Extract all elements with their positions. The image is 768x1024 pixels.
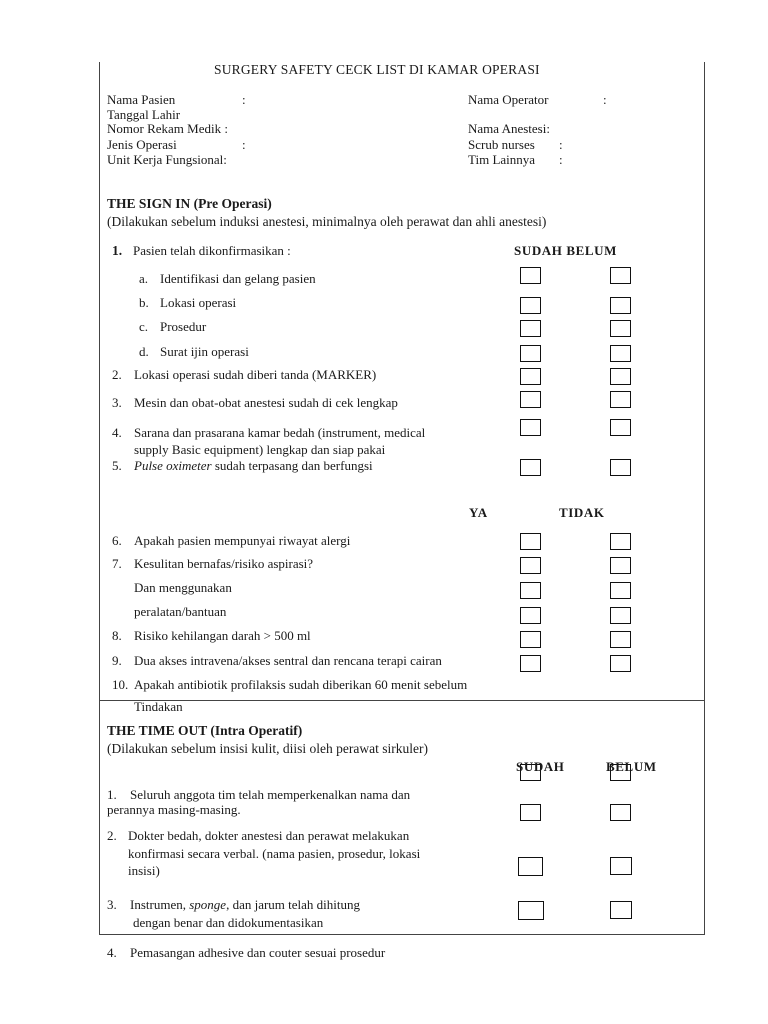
checkbox-item7-tidak[interactable] — [610, 557, 631, 574]
sign-in-item5-number: 5. — [112, 458, 122, 473]
checkbox-to-item1-belum[interactable] — [610, 804, 631, 821]
sign-in-item5-rest: sudah terpasang dan berfungsi — [211, 458, 373, 473]
sub-b-text: Lokasi operasi — [160, 295, 237, 310]
scrub-nurses-colon: : — [559, 137, 563, 152]
tanggal-lahir-label: Tanggal Lahir — [107, 107, 181, 122]
checkbox-to-item1-sudah[interactable] — [520, 804, 541, 821]
time-out-item3-line2: dengan benar dan didokumentasikan — [133, 915, 324, 930]
scrub-nurses-label: Scrub nurses — [468, 137, 535, 152]
sign-in-item10-number: 10. — [112, 677, 129, 692]
tim-lainnya-label: Tim Lainnya — [468, 152, 536, 167]
nama-operator-colon: : — [603, 92, 607, 107]
time-out-item3-post: , dan jarum telah dihitung — [226, 897, 361, 912]
sign-in-item10-text: Apakah antibiotik profilaksis sudah diberikan 60 menit sebelum — [134, 677, 468, 692]
checkbox-item7b-tidak[interactable] — [610, 582, 631, 599]
sign-in-item4-line2: supply Basic equipment) lengkap dan siap pakai — [134, 442, 386, 457]
checkbox-item2-sudah[interactable] — [520, 368, 541, 385]
time-out-item1-line2: perannya masing-masing. — [107, 802, 241, 817]
sign-in-item7-line2: Dan menggunakan — [134, 580, 232, 595]
sub-a-letter: a. — [139, 271, 149, 286]
sign-in-item3-text: Mesin dan obat-obat anestesi sudah di cek lengkap — [134, 395, 398, 410]
sudah-header: SUDAH — [516, 759, 565, 774]
sign-in-item3-number: 3. — [112, 395, 122, 410]
sign-in-item4-line1: Sarana dan prasarana kamar bedah (instrument, medical — [134, 425, 426, 440]
sub-d-text: Surat ijin operasi — [160, 344, 249, 359]
checkbox-to-item3-belum[interactable] — [610, 901, 632, 919]
time-out-item2-line1: Dokter bedah, dokter anestesi dan perawat melakukan — [128, 828, 410, 843]
sign-in-subheading: (Dilakukan sebelum induksi anestesi, minimalnya oleh perawat dan ahli anestesi) — [107, 214, 547, 229]
checkbox-item7c-ya[interactable] — [520, 607, 541, 624]
checkbox-c-belum[interactable] — [610, 320, 631, 337]
checkbox-item7c-tidak[interactable] — [610, 607, 631, 624]
checkbox-c-sudah[interactable] — [520, 320, 541, 337]
checkbox-item5-belum[interactable] — [610, 459, 631, 476]
jenis-operasi-label: Jenis Operasi — [107, 137, 177, 152]
sign-in-item7-text: Kesulitan bernafas/risiko aspirasi? — [134, 556, 314, 571]
checkbox-item4-sudah[interactable] — [520, 419, 541, 436]
time-out-item3-number: 3. — [107, 897, 117, 912]
time-out-item2-number: 2. — [107, 828, 117, 843]
sign-in-item6-number: 6. — [112, 533, 122, 548]
time-out-item1-number: 1. — [107, 787, 117, 802]
checkbox-item9-tidak[interactable] — [610, 655, 631, 672]
pulse-oximeter-text: Pulse oximeter — [134, 458, 212, 473]
time-out-item2-line3: insisi) — [128, 863, 160, 878]
time-out-subheading: (Dilakukan sebelum insisi kulit, diisi oleh perawat sirkuler) — [107, 741, 428, 756]
sign-in-item9-number: 9. — [112, 653, 122, 668]
time-out-item2-line2: konfirmasi secara verbal. (nama pasien, prosedur, lokasi — [128, 846, 421, 861]
checkbox-d-belum[interactable] — [610, 345, 631, 362]
sign-in-item10-line2: Tindakan — [134, 699, 183, 714]
checkbox-item7-ya[interactable] — [520, 557, 541, 574]
sign-in-item4-number: 4. — [112, 425, 122, 440]
sub-b-letter: b. — [139, 295, 149, 310]
checkbox-item9-ya[interactable] — [520, 655, 541, 672]
left-border — [99, 62, 100, 934]
sign-in-item5-text — [134, 459, 373, 472]
checkbox-b-sudah[interactable] — [520, 297, 541, 314]
time-out-heading: THE TIME OUT (Intra Operatif) — [107, 723, 303, 738]
nama-operator-label: Nama Operator — [468, 92, 549, 107]
jenis-operasi-colon: : — [242, 137, 246, 152]
time-out-item3-line1 — [130, 898, 360, 911]
sign-in-item7-line3: peralatan/bantuan — [134, 604, 227, 619]
checkbox-b-belum[interactable] — [610, 297, 631, 314]
sign-in-item2-number: 2. — [112, 367, 122, 382]
checkbox-a-belum[interactable] — [610, 267, 631, 284]
sub-d-letter: d. — [139, 344, 149, 359]
nama-pasien-label: Nama Pasien — [107, 92, 176, 107]
ya-header: YA — [469, 505, 488, 520]
page-title: SURGERY SAFETY CECK LIST DI KAMAR OPERASI — [214, 62, 540, 77]
checkbox-a-sudah[interactable] — [520, 267, 541, 284]
checkbox-item3-sudah[interactable] — [520, 391, 541, 408]
checkbox-item2-belum[interactable] — [610, 368, 631, 385]
sign-in-heading: THE SIGN IN (Pre Operasi) — [107, 196, 272, 211]
unit-kerja-label: Unit Kerja Fungsional: — [107, 152, 227, 167]
sign-in-item1-number: 1. — [112, 243, 123, 258]
section-divider — [99, 700, 705, 701]
tim-lainnya-colon: : — [559, 152, 563, 167]
checkbox-item4-belum[interactable] — [610, 419, 631, 436]
sign-in-item1-text: Pasien telah dikonfirmasikan : — [133, 243, 291, 258]
time-out-item4-text: Pemasangan adhesive dan couter sesuai prosedur — [130, 945, 386, 960]
checkbox-to-item3-sudah[interactable] — [518, 901, 544, 920]
checkbox-d-sudah[interactable] — [520, 345, 541, 362]
sign-in-item7-number: 7. — [112, 556, 122, 571]
time-out-item1-line1: Seluruh anggota tim telah memperkenalkan nama dan — [130, 787, 411, 802]
nomor-rekam-medik-label: Nomor Rekam Medik : — [107, 121, 228, 136]
right-border — [704, 62, 705, 934]
checkbox-item6-tidak[interactable] — [610, 533, 631, 550]
checkbox-item6-ya[interactable] — [520, 533, 541, 550]
checkbox-item8-tidak[interactable] — [610, 631, 631, 648]
checkbox-to-item2-sudah[interactable] — [518, 857, 543, 876]
nama-anestesi-label: Nama Anestesi: — [468, 121, 550, 136]
checkbox-item3-belum[interactable] — [610, 391, 631, 408]
checkbox-item5-sudah[interactable] — [520, 459, 541, 476]
tidak-header: TIDAK — [559, 505, 605, 520]
belum-header: BELUM — [606, 759, 657, 774]
nama-pasien-colon: : — [242, 92, 246, 107]
checkbox-item7b-ya[interactable] — [520, 582, 541, 599]
bottom-border — [99, 934, 705, 935]
sign-in-item6-text: Apakah pasien mempunyai riwayat alergi — [134, 533, 351, 548]
sub-a-text: Identifikasi dan gelang pasien — [160, 271, 316, 286]
sign-in-item8-text: Risiko kehilangan darah > 500 ml — [134, 628, 311, 643]
time-out-item3-pre: Instrumen, — [130, 897, 190, 912]
sub-c-text: Prosedur — [160, 319, 207, 334]
sign-in-item9-text: Dua akses intravena/akses sentral dan rencana terapi cairan — [134, 653, 442, 668]
checkbox-item8-ya[interactable] — [520, 631, 541, 648]
sign-in-item2-text: Lokasi operasi sudah diberi tanda (MARKER) — [134, 367, 377, 382]
sign-in-item8-number: 8. — [112, 628, 122, 643]
sub-c-letter: c. — [139, 319, 149, 334]
sudah-belum-header: SUDAH BELUM — [514, 243, 618, 258]
sponge-text: sponge — [189, 897, 227, 912]
time-out-item4-number: 4. — [107, 945, 117, 960]
checkbox-to-item2-belum[interactable] — [610, 857, 632, 875]
